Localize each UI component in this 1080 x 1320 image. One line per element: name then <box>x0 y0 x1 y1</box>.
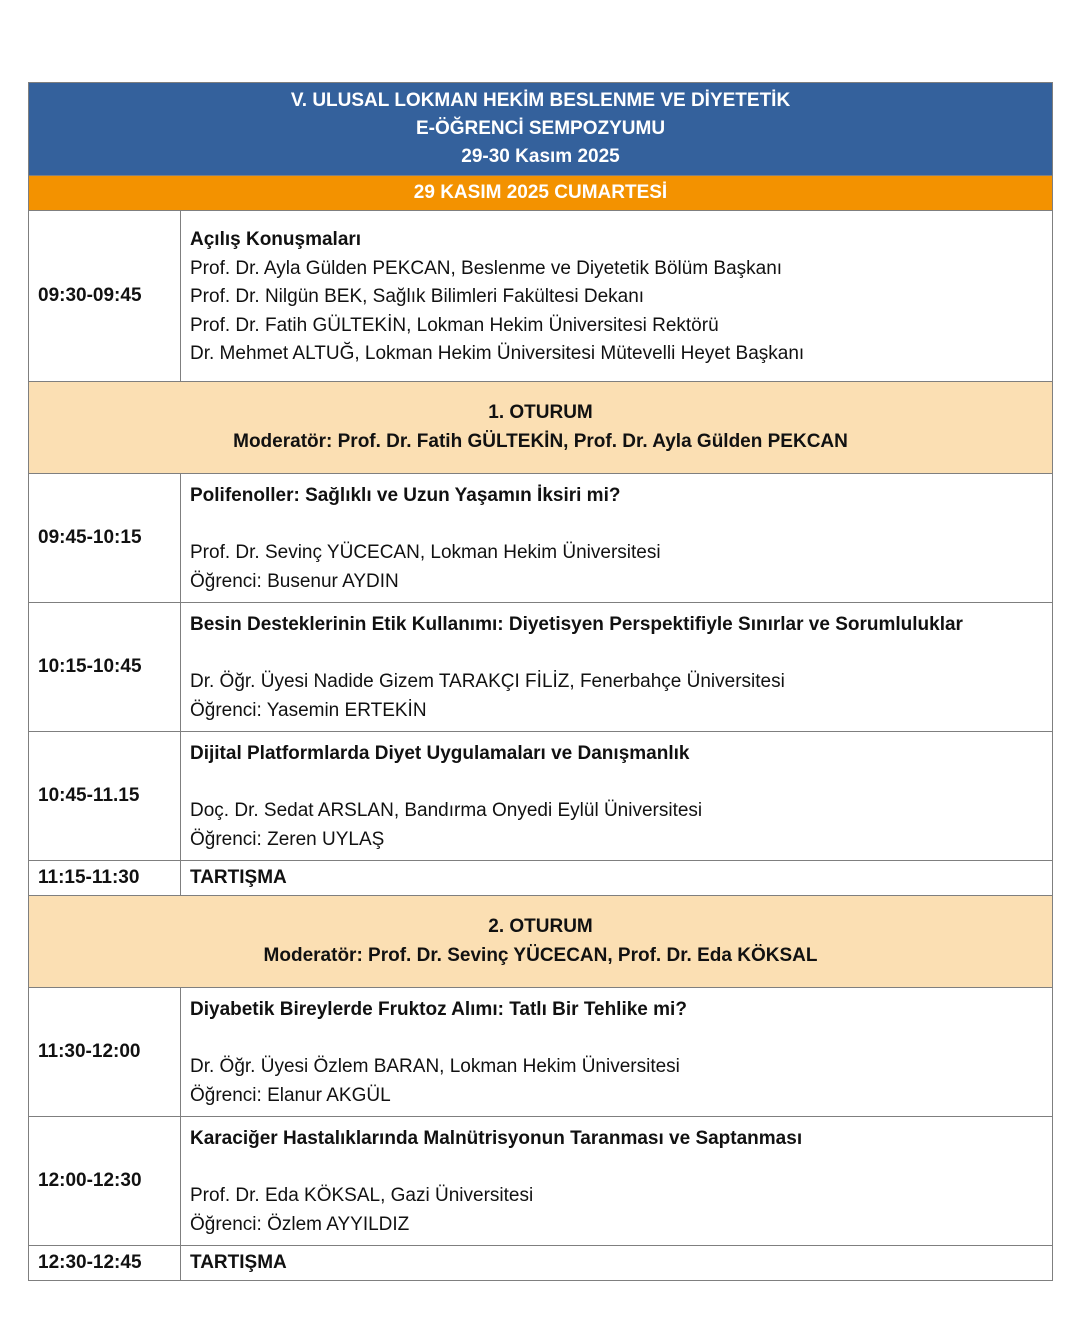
talk-body <box>181 1117 1053 1246</box>
spacer <box>190 511 1044 540</box>
talk-time: 12:00-12:30 <box>29 1117 181 1246</box>
session-2-header-row <box>29 896 1053 988</box>
opening-speaker: Prof. Dr. Nilgün BEK, Sağlık Bilimleri Fakültesi Dekanı <box>190 286 645 307</box>
talk-row <box>29 988 1053 1117</box>
talk-topic: Dijital Platformlarda Diyet Uygulamaları ve Danışmanlık <box>190 743 690 764</box>
session-title: 1. OTURUM <box>488 402 593 423</box>
discussion-row <box>29 861 1053 896</box>
day-row <box>29 176 1053 211</box>
talk-time: 09:45-10:15 <box>29 474 181 603</box>
header-row <box>29 83 1053 176</box>
talk-student: Öğrenci: Busenur AYDIN <box>190 570 399 592</box>
talk-time: 10:45-11.15 <box>29 732 181 861</box>
talk-topic: Besin Desteklerinin Etik Kullanımı: Diyetisyen Perspektifiyle Sınırlar ve Sorumluluklar <box>190 614 963 635</box>
talk-student: Öğrenci: Elanur AKGÜL <box>190 1084 391 1106</box>
discussion-label: TARTIŞMA <box>181 861 1053 896</box>
spacer <box>190 640 1044 669</box>
talk-row <box>29 603 1053 732</box>
opening-speaker: Prof. Dr. Fatih GÜLTEKİN, Lokman Hekim Üniversitesi Rektörü <box>190 314 719 336</box>
talk-topic: Diyabetik Bireylerde Fruktoz Alımı: Tatlı Bir Tehlike mi? <box>190 999 687 1020</box>
session-moderator: Moderatör: Prof. Dr. Fatih GÜLTEKİN, Prof. Dr. Ayla Gülden PEKCAN <box>233 430 848 452</box>
discussion-time: 12:30-12:45 <box>29 1246 181 1281</box>
opening-body <box>181 211 1053 382</box>
talk-speaker: Doç. Dr. Sedat ARSLAN, Bandırma Onyedi Eylül Üniversitesi <box>190 800 703 821</box>
talk-body <box>181 732 1053 861</box>
opening-row <box>29 211 1053 382</box>
talk-student: Öğrenci: Yasemin ERTEKİN <box>190 699 427 721</box>
discussion-time: 11:15-11:30 <box>29 861 181 896</box>
title-line-2: E-ÖĞRENCİ SEMPOZYUMU <box>415 118 666 139</box>
opening-time: 09:30-09:45 <box>29 211 181 382</box>
talk-speaker: Dr. Öğr. Üyesi Nadide Gizem TARAKÇI FİLİZ, Fenerbahçe Üniversitesi <box>190 671 785 692</box>
talk-topic: Karaciğer Hastalıklarında Malnütrisyonun Taranması ve Saptanması <box>190 1128 803 1149</box>
talk-body <box>181 988 1053 1117</box>
discussion-label: TARTIŞMA <box>181 1246 1053 1281</box>
session-1-header-row <box>29 382 1053 474</box>
spacer <box>190 1154 1044 1183</box>
symposium-title <box>29 83 1053 176</box>
talk-body <box>181 474 1053 603</box>
session-1-header <box>29 382 1053 474</box>
symposium-dates: 29-30 Kasım 2025 <box>461 146 620 167</box>
talk-time: 10:15-10:45 <box>29 603 181 732</box>
talk-speaker: Prof. Dr. Sevinç YÜCECAN, Lokman Hekim Üniversitesi <box>190 542 661 563</box>
opening-title: Açılış Konuşmaları <box>190 229 362 250</box>
session-2-header <box>29 896 1053 988</box>
title-line-1: V. ULUSAL LOKMAN HEKİM BESLENME VE DİYETETİK <box>290 90 791 111</box>
talk-topic: Polifenoller: Sağlıklı ve Uzun Yaşamın İksiri mi? <box>190 485 621 506</box>
talk-row <box>29 732 1053 861</box>
session-title: 2. OTURUM <box>488 916 593 937</box>
spacer <box>190 769 1044 798</box>
talk-time: 11:30-12:00 <box>29 988 181 1117</box>
opening-speaker: Prof. Dr. Ayla Gülden PEKCAN, Beslenme ve Diyetetik Bölüm Başkanı <box>190 257 783 279</box>
talk-row <box>29 1117 1053 1246</box>
day-banner: 29 KASIM 2025 CUMARTESİ <box>29 176 1053 211</box>
talk-student: Öğrenci: Zeren UYLAŞ <box>190 828 385 850</box>
talk-student: Öğrenci: Özlem AYYILDIZ <box>190 1213 410 1235</box>
opening-speaker: Dr. Mehmet ALTUĞ, Lokman Hekim Üniversitesi Mütevelli Heyet Başkanı <box>190 343 805 364</box>
talk-speaker: Dr. Öğr. Üyesi Özlem BARAN, Lokman Hekim Üniversitesi <box>190 1056 680 1077</box>
discussion-row <box>29 1246 1053 1281</box>
program-table <box>28 82 1053 1281</box>
talk-speaker: Prof. Dr. Eda KÖKSAL, Gazi Üniversitesi <box>190 1185 534 1206</box>
session-moderator: Moderatör: Prof. Dr. Sevinç YÜCECAN, Prof. Dr. Eda KÖKSAL <box>263 944 818 966</box>
spacer <box>190 1025 1044 1054</box>
talk-body <box>181 603 1053 732</box>
talk-row <box>29 474 1053 603</box>
